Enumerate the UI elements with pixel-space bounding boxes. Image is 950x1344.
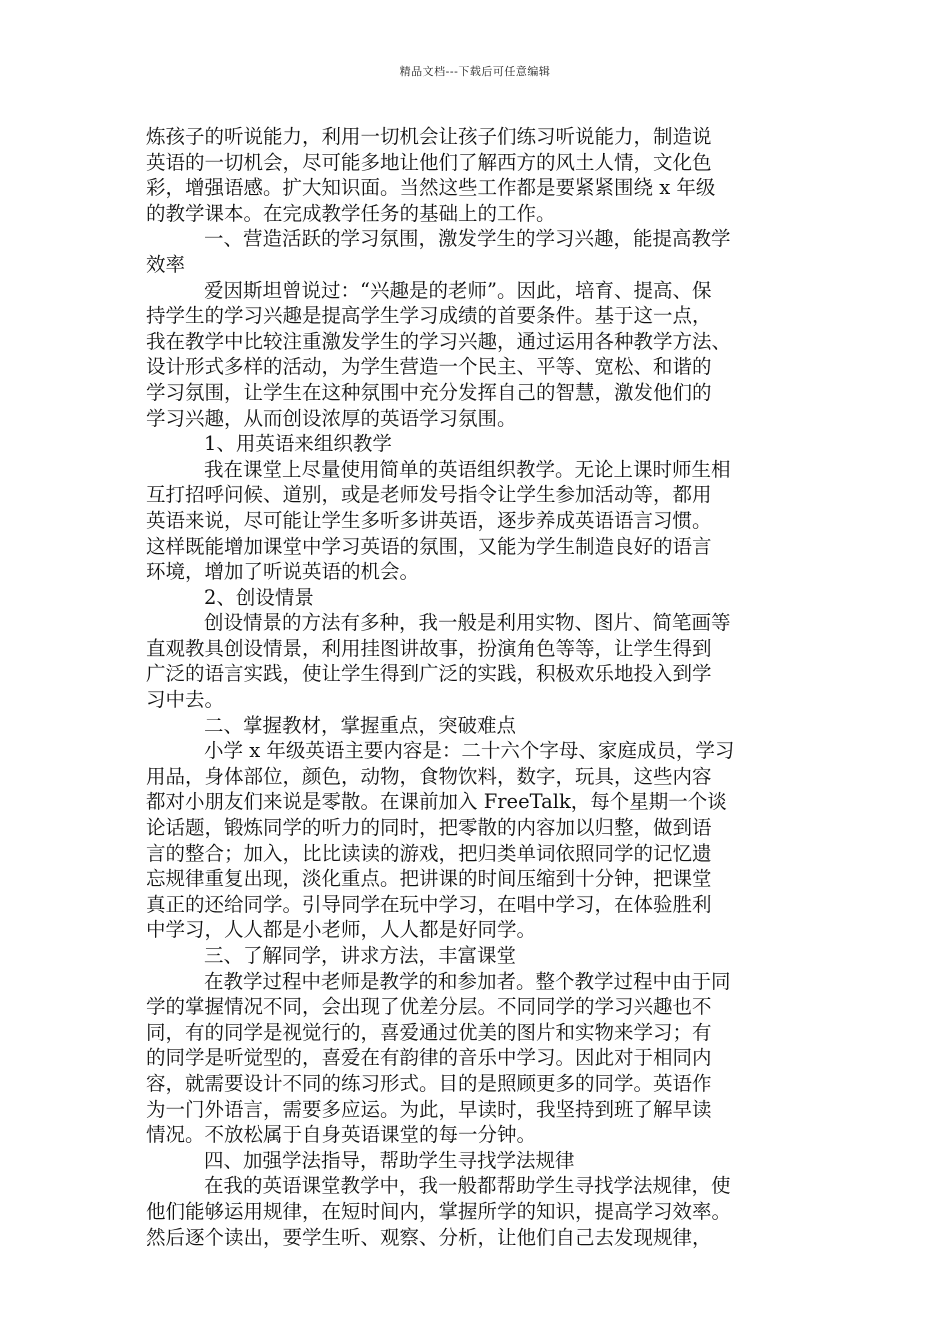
text-line: 环境，增加了听说英语的机会。 [146,560,420,584]
text-line: 习中去。 [146,688,225,712]
text-line: 情况。不放松属于自身英语课堂的每一分钟。 [146,1123,537,1147]
text-line: 2、创设情景 [204,585,314,609]
text-line: 学习兴趣，从而创设浓厚的英语学习氛围。 [146,406,517,430]
text-line: 英语的一切机会，尽可能多地让他们了解西方的风土人情，文化色 [146,150,712,174]
text-line: 三、了解同学，讲求方法，丰富课堂 [204,944,517,967]
page-header: 精品文档---下载后可任意编辑 [399,65,551,78]
text-line: 一、营造活跃的学习氛围，激发学生的学习兴趣，能提高教学 [204,227,731,251]
text-line: 持学生的学习兴趣是提高学生学习成绩的首要条件。基于这一点， [146,304,712,328]
text-line: 学习氛围，让学生在这种氛围中充分发挥自己的智慧，激发他们的 [146,380,712,404]
text-line: 然后逐个读出，要学生听、观察、分析，让他们自己去发现规律， [146,1225,712,1249]
text-line: 炼孩子的听说能力，利用一切机会让孩子们练习听说能力，制造说 [146,125,712,148]
text-line: 同，有的同学是视觉行的，喜爱通过优美的图片和实物来学习；有 [146,1020,712,1044]
text-line: 他们能够运用规律，在短时间内，掌握所学的知识，提高学习效率。 [146,1199,732,1223]
text-line: 爱因斯坦曾说过：“兴趣是的老师”。因此，培育、提高、保 [204,278,712,302]
text-line: 小学 x 年级英语主要内容是：二十六个字母、家庭成员，学习 [204,739,735,763]
text-line: 二、掌握教材，掌握重点，突破难点 [204,713,517,737]
text-line: 用品，身体部位，颜色，动物，食物饮料，数字，玩具，这些内容 [146,764,712,788]
text-line: 互打招呼问候、道别，或是老师发号指令让学生参加活动等，都用 [146,483,712,507]
text-line: 言的整合；加入，比比读读的游戏，把归类单词依照同学的记忆遗 [146,841,712,865]
text-line: 学的掌握情况不同，会出现了优差分层。不同同学的学习兴趣也不 [146,995,712,1019]
text-line: 忘规律重复出现，淡化重点。把讲课的时间压缩到十分钟，把课堂 [146,867,712,891]
text-line: 四、加强学法指导，帮助学生寻找学法规律 [204,1148,575,1172]
document-body [146,124,811,1250]
text-line: 真正的还给同学。引导同学在玩中学习，在唱中学习，在体验胜利 [146,892,712,916]
text-line: 设计形式多样的活动，为学生营造一个民主、平等、宽松、和谐的 [146,355,712,379]
text-line: 1、用英语来组织教学 [204,432,392,456]
text-line: 的同学是听觉型的，喜爱在有韵律的音乐中学习。因此对于相同内 [146,1046,712,1070]
text-line: 广泛的语言实践，使让学生得到广泛的实践，积极欢乐地投入到学 [146,662,712,686]
text-line: 在教学过程中老师是教学的和参加者。整个教学过程中由于同 [204,969,731,993]
text-line: 我在教学中比较注重激发学生的学习兴趣，通过运用各种教学方法、 [146,329,732,353]
text-line: 中学习，人人都是小老师，人人都是好同学。 [146,918,537,942]
text-line: 这样既能增加课堂中学习英语的氛围，又能为学生制造良好的语言 [146,534,712,558]
text-line: 论话题，锻炼同学的听力的同时，把零散的内容加以归整，做到语 [146,816,712,840]
text-line: 直观教具创设情景，利用挂图讲故事，扮演角色等等，让学生得到 [146,636,712,660]
text-line: 为一门外语言，需要多应运。为此，早读时，我坚持到班了解早读 [146,1097,712,1121]
text-line: 在我的英语课堂教学中，我一般都帮助学生寻找学法规律，使 [204,1174,731,1198]
text-line: 效率 [146,252,186,276]
text-line: 彩，增强语感。扩大知识面。当然这些工作都是要紧紧围绕 x 年级 [146,176,716,200]
text-line: 我在课堂上尽量使用简单的英语组织教学。无论上课时师生相 [204,457,731,481]
text-line: 创设情景的方法有多种，我一般是利用实物、图片、简笔画等 [204,611,731,635]
text-line: 都对小朋友们来说是零散。在课前加入 FreeTalk，每个星期一个谈 [146,790,727,814]
text-line: 英语来说，尽可能让学生多听多讲英语，逐步养成英语语言习惯。 [146,508,712,532]
text-line: 的教学课本。在完成教学任务的基础上的工作。 [146,201,556,225]
text-line: 容，就需要设计不同的练习形式。目的是照顾更多的同学。英语作 [146,1071,712,1095]
